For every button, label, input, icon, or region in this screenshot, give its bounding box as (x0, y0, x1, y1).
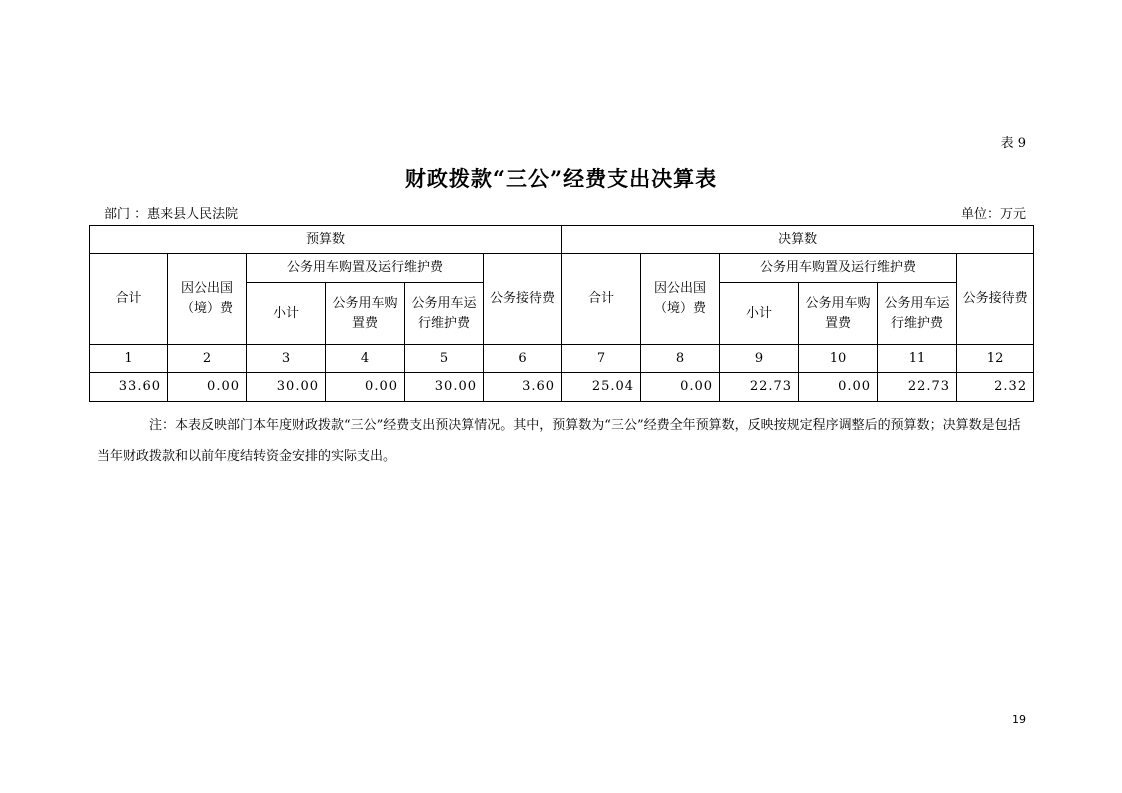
value-cell: 25.04 (562, 373, 641, 402)
value-cell: 22.73 (878, 373, 957, 402)
budget-abroad-header: 因公出国（境）费 (168, 254, 247, 345)
final-vehicle-group-header: 公务用车购置及运行维护费 (720, 254, 957, 283)
value-cell: 0.00 (168, 373, 247, 402)
index-cell: 6 (484, 345, 562, 373)
index-cell: 2 (168, 345, 247, 373)
index-cell: 11 (878, 345, 957, 373)
final-reception-header: 公务接待费 (957, 254, 1034, 345)
budget-total-header: 合计 (90, 254, 168, 345)
value-cell: 0.00 (799, 373, 878, 402)
budget-vehicle-operation-header: 公务用车运行维护费 (405, 283, 484, 345)
column-index-row (90, 345, 1034, 373)
budget-subtotal-header: 小计 (247, 283, 326, 345)
budget-vehicle-group-header: 公务用车购置及运行维护费 (247, 254, 484, 283)
value-cell: 0.00 (326, 373, 405, 402)
value-cell: 0.00 (641, 373, 720, 402)
index-cell: 3 (247, 345, 326, 373)
final-vehicle-purchase-header: 公务用车购置费 (799, 283, 878, 345)
page-title: 财政拨款“三公”经费支出决算表 (404, 166, 718, 191)
value-cell: 33.60 (90, 373, 168, 402)
value-cell: 22.73 (720, 373, 799, 402)
index-cell: 4 (326, 345, 405, 373)
value-cell: 3.60 (484, 373, 562, 402)
index-cell: 7 (562, 345, 641, 373)
value-cell: 30.00 (405, 373, 484, 402)
final-subtotal-header: 小计 (720, 283, 799, 345)
page-number: 19 (1012, 713, 1026, 726)
footnote: 注：本表反映部门本年度财政拨款“三公”经费支出预决算情况。其中，预算数为“三公”经费全年预算数，反映按规定程序调整后的预算数；决算数是包括当年财政拨款和以前年度结转资金安排的实际支出。 (97, 418, 1021, 464)
index-cell: 12 (957, 345, 1034, 373)
final-group-header: 决算数 (562, 226, 1034, 254)
index-cell: 9 (720, 345, 799, 373)
unit-label: 单位：万元 (960, 207, 1026, 222)
index-cell: 5 (405, 345, 484, 373)
table-number: 表 9 (1000, 136, 1026, 151)
expenditure-table (89, 225, 1034, 402)
budget-reception-header: 公务接待费 (484, 254, 562, 345)
value-cell: 2.32 (957, 373, 1034, 402)
index-cell: 8 (641, 345, 720, 373)
final-total-header: 合计 (562, 254, 641, 345)
budget-group-header: 预算数 (90, 226, 562, 254)
index-cell: 1 (90, 345, 168, 373)
final-abroad-header: 因公出国（境）费 (641, 254, 720, 345)
values-row (90, 373, 1034, 402)
value-cell: 30.00 (247, 373, 326, 402)
department-label: 部门 ：惠来县人民法院 (104, 207, 239, 222)
budget-vehicle-purchase-header: 公务用车购置费 (326, 283, 405, 345)
index-cell: 10 (799, 345, 878, 373)
final-vehicle-operation-header: 公务用车运行维护费 (878, 283, 957, 345)
